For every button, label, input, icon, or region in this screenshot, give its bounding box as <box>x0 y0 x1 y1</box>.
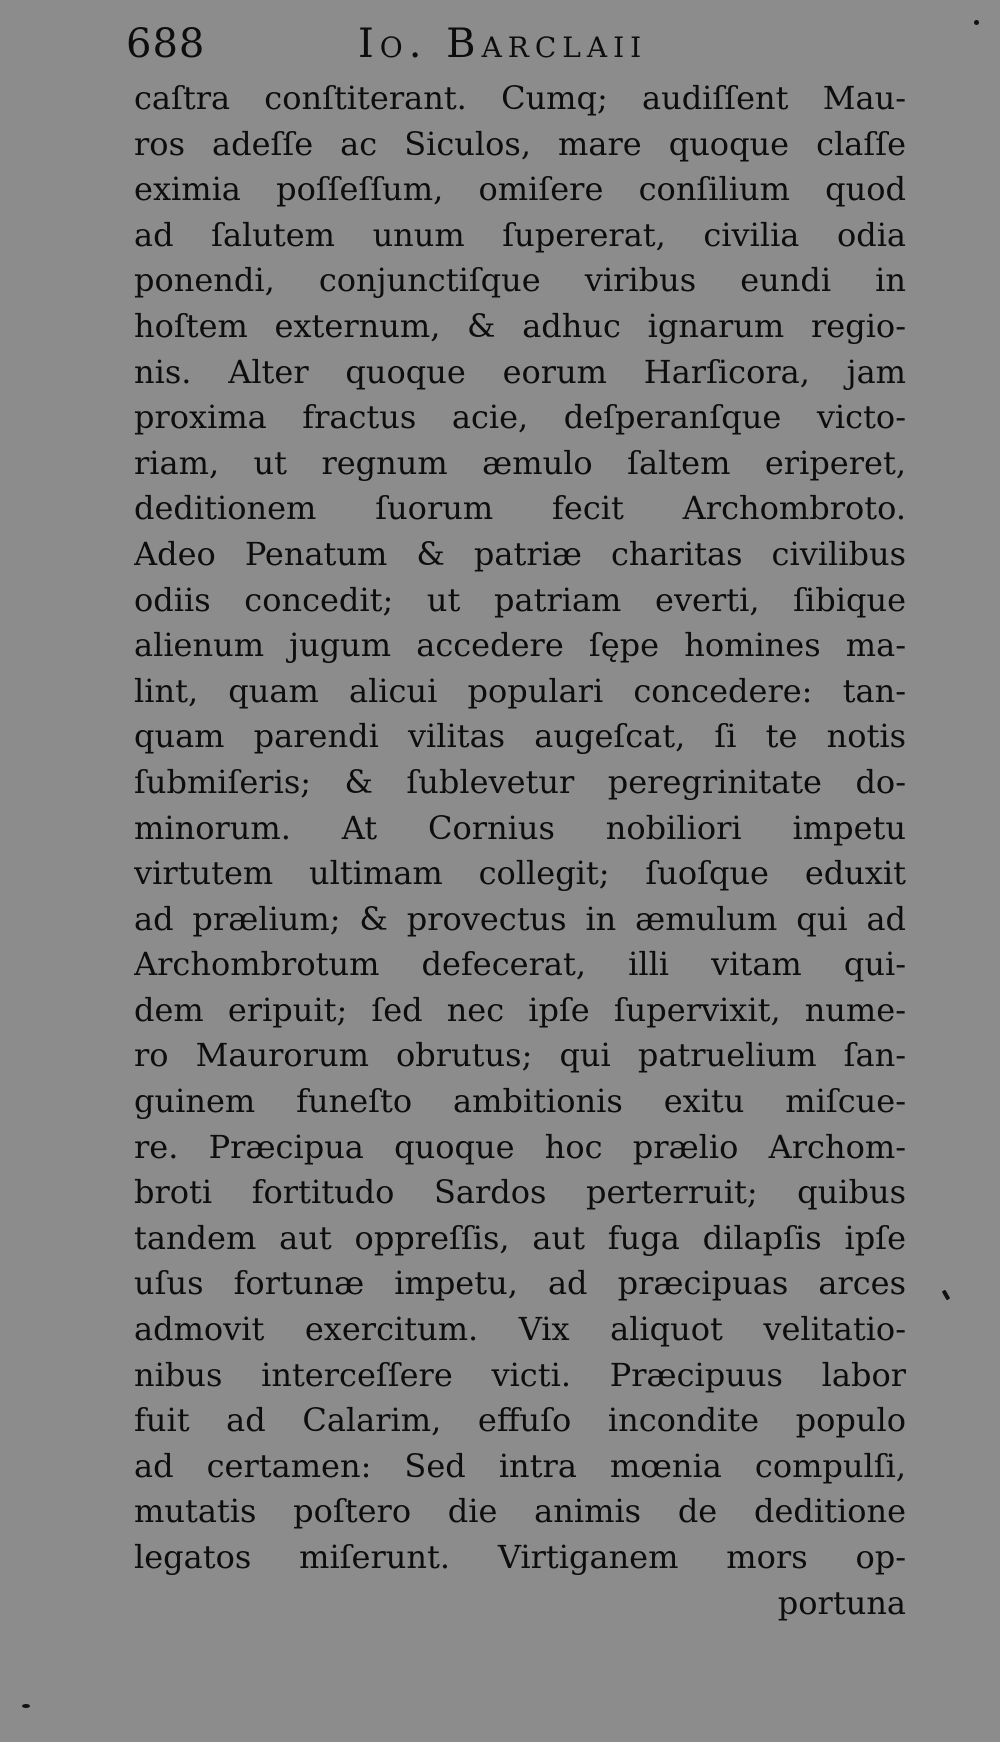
text-line: ſubmiſeris; & ſublevetur peregrinitate do- <box>134 762 906 801</box>
text-line: fuit ad Calarim, effuſo incondite populo <box>134 1401 906 1440</box>
text-line: ad ſalutem unum ſupererat, civilia odia <box>134 215 906 254</box>
text-line: nibus interceſſere victi. Præcipuus labor <box>134 1355 906 1394</box>
text-line: ros adeſſe ac Siculos, mare quoque claſſe <box>134 124 906 163</box>
ink-speck <box>22 1704 30 1708</box>
body-text <box>134 76 906 1626</box>
text-line: caſtra conſtiterant. Cumq; audiſſent Mau- <box>134 79 906 117</box>
text-line: minorum. At Cornius nobiliori impetu <box>134 808 906 847</box>
text-line: ponendi, conjunctiſque viribus eundi in <box>134 261 906 300</box>
text-line: mutatis poſtero die animis de deditione <box>134 1492 906 1531</box>
text-line: uſus fortunæ impetu, ad præcipuas arces <box>134 1264 906 1303</box>
text-line: deditionem ſuorum fecit Archombroto. <box>134 489 906 528</box>
page-header <box>126 14 886 74</box>
text-line: eximia poſſeſſum, omiſere conſilium quod <box>134 170 906 209</box>
text-line: virtutem ultimam collegit; ſuoſque eduxit <box>134 854 906 893</box>
text-line: legatos miſerunt. Virtiganem mors op- <box>134 1538 906 1576</box>
text-line: ro Maurorum obrutus; qui patruelium ſan- <box>134 1036 906 1075</box>
text-line: portuna <box>777 1583 906 1622</box>
text-line: riam, ut regnum æmulo ſaltem eriperet, <box>134 443 906 482</box>
text-line: Adeo Penatum & patriæ charitas civilibus <box>134 534 906 573</box>
text-line: alienum jugum accedere ſępe homines ma- <box>134 626 906 665</box>
text-line: nis. Alter quoque eorum Harſicora, jam <box>134 352 906 391</box>
text-line: odiis concedit; ut patriam everti, ſibique <box>134 580 906 619</box>
ink-speck <box>974 20 979 25</box>
text-line: proxima fractus acie, deſperanſque victo- <box>134 398 906 437</box>
running-head: Io. Barclaii <box>358 21 648 67</box>
text-line: tandem aut oppreſſis, aut fuga dilapſis ipſe <box>134 1218 906 1257</box>
page-number: 688 <box>126 21 206 67</box>
text-line: re. Præcipua quoque hoc prælio Archom- <box>134 1127 906 1166</box>
text-line: broti fortitudo Sardos perterruit; quibus <box>134 1173 906 1212</box>
text-line: dem eripuit; ſed nec ipſe ſupervixit, nume- <box>134 990 906 1029</box>
text-line: hoſtem externum, & adhuc ignarum regio- <box>134 306 906 345</box>
text-line: ad prælium; & provectus in æmulum qui ad <box>134 899 906 938</box>
text-line: quam parendi vilitas augeſcat, ſi te notis <box>134 717 906 756</box>
text-line: guinem funeſto ambitionis exitu miſcue- <box>134 1082 906 1121</box>
text-line: ad certamen: Sed intra mœnia compulſi, <box>134 1446 906 1485</box>
ink-speck <box>942 1290 950 1301</box>
text-line: admovit exercitum. Vix aliquot velitatio- <box>134 1310 906 1349</box>
text-line: lint, quam alicui populari concedere: tan- <box>134 671 906 710</box>
text-line: Archombrotum defecerat, illi vitam qui- <box>134 945 906 984</box>
